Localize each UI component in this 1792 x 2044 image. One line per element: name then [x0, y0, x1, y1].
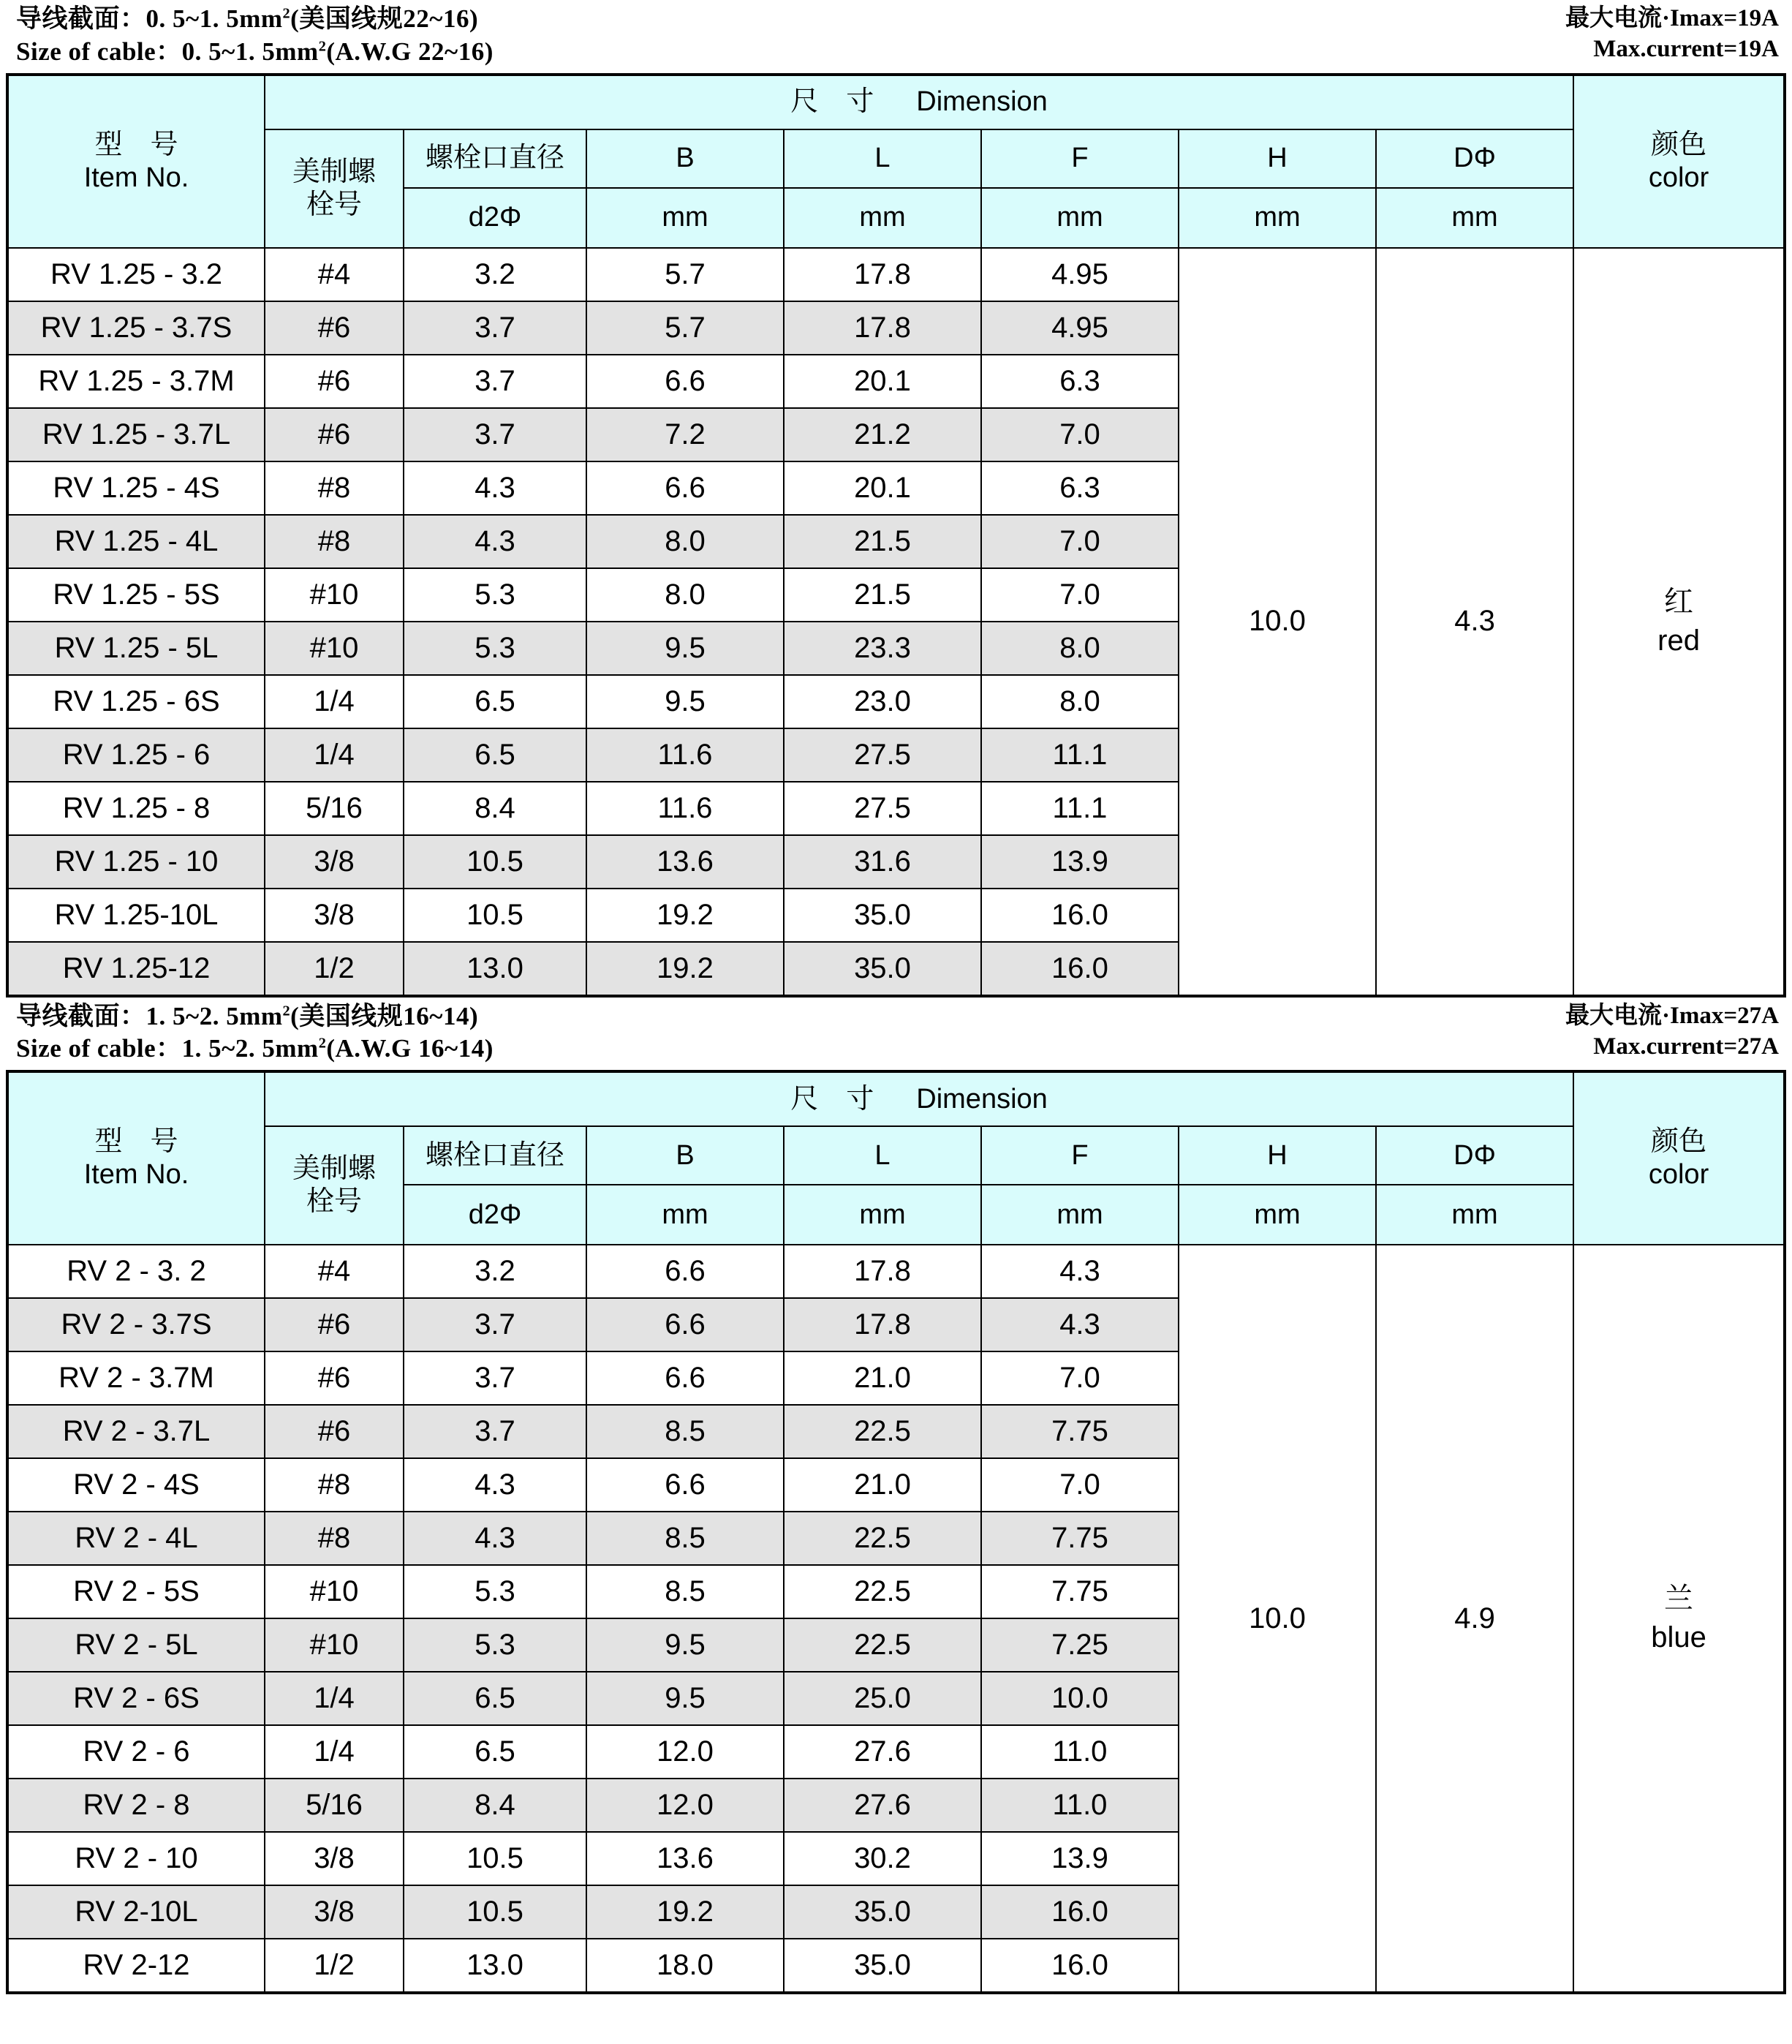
header-col-f-1: F — [981, 129, 1179, 188]
cell-d2phi: 4.3 — [404, 1458, 586, 1512]
cell-bolt-no: 1/4 — [265, 1672, 404, 1725]
cell-d2phi: 6.5 — [404, 675, 586, 728]
header-col-h-2: H — [1179, 1126, 1376, 1185]
cell-d2phi: 8.4 — [404, 782, 586, 835]
header-dimension-en-1: Dimension — [916, 86, 1048, 118]
cell-bolt-no: 1/4 — [265, 675, 404, 728]
cell-bolt-no: #6 — [265, 1351, 404, 1405]
cell-b: 8.5 — [586, 1405, 784, 1458]
cell-d2phi: 5.3 — [404, 1565, 586, 1618]
cell-color-en: blue — [1651, 1621, 1706, 1654]
cable-size-cn-1 — [16, 3, 494, 36]
cell-bolt-no: #8 — [265, 461, 404, 515]
header-color-en-1: color — [1648, 162, 1709, 193]
cable-size-en-suffix-1: (A.W.G 22~16) — [326, 37, 494, 66]
cell-l: 17.8 — [784, 1298, 981, 1351]
cell-b: 13.6 — [586, 835, 784, 889]
header-col-b-1: B — [586, 129, 784, 188]
cable-size-en-1 — [16, 36, 494, 69]
cell-item-no: RV 2 - 3. 2 — [7, 1245, 265, 1298]
header-unit-l-2: mm — [784, 1185, 981, 1245]
cell-f: 13.9 — [981, 835, 1179, 889]
cell-d2phi: 3.7 — [404, 301, 586, 355]
cell-l: 31.6 — [784, 835, 981, 889]
header-col-d-2: DΦ — [1376, 1126, 1573, 1185]
header-bolt-no-line1-1: 美制螺 — [292, 156, 376, 187]
cell-l: 21.5 — [784, 568, 981, 622]
cable-size-en-sup-2: 2 — [318, 1035, 327, 1052]
table-body-blue — [7, 1245, 1785, 1993]
cell-f: 6.3 — [981, 355, 1179, 408]
cell-bolt-no: #8 — [265, 515, 404, 568]
header-d2phi-2: d2Φ — [404, 1185, 586, 1245]
cell-item-no: RV 2 - 5L — [7, 1618, 265, 1672]
cell-b: 18.0 — [586, 1939, 784, 1993]
cell-b: 6.6 — [586, 1245, 784, 1298]
cell-b: 6.6 — [586, 1351, 784, 1405]
cell-item-no: RV 1.25 - 5L — [7, 622, 265, 675]
header-unit-d-1: mm — [1376, 188, 1573, 248]
cell-f: 16.0 — [981, 1885, 1179, 1939]
cell-l: 22.5 — [784, 1512, 981, 1565]
cell-item-no: RV 2 - 3.7S — [7, 1298, 265, 1351]
max-current-caption-1 — [1565, 3, 1779, 64]
cell-d2phi: 10.5 — [404, 889, 586, 942]
cell-f: 4.3 — [981, 1245, 1179, 1298]
cell-item-no: RV 2 - 8 — [7, 1779, 265, 1832]
cell-bolt-no: 3/8 — [265, 1885, 404, 1939]
cell-l: 20.1 — [784, 355, 981, 408]
table-row — [7, 248, 1785, 301]
cell-f: 16.0 — [981, 1939, 1179, 1993]
header-col-h-1: H — [1179, 129, 1376, 188]
cell-item-no: RV 2 - 4S — [7, 1458, 265, 1512]
cell-item-no: RV 2 - 3.7M — [7, 1351, 265, 1405]
table-header-red — [7, 75, 1785, 248]
cell-b: 19.2 — [586, 889, 784, 942]
cell-b: 9.5 — [586, 1672, 784, 1725]
cell-b: 8.0 — [586, 568, 784, 622]
cell-bolt-no: #10 — [265, 622, 404, 675]
cell-b: 11.6 — [586, 782, 784, 835]
header-bolt-no-line2-1: 栓号 — [306, 189, 362, 220]
cell-f: 11.1 — [981, 782, 1179, 835]
cell-l: 21.2 — [784, 408, 981, 461]
cell-color-en: red — [1657, 624, 1700, 657]
max-current-caption-2 — [1565, 1000, 1779, 1062]
table-header-blue — [7, 1071, 1785, 1245]
cell-d2phi: 3.2 — [404, 248, 586, 301]
cell-l: 27.6 — [784, 1779, 981, 1832]
cell-h-merged: 10.0 — [1179, 1245, 1376, 1993]
header-bolt-diameter-1: 螺栓口直径 — [404, 129, 586, 188]
cell-d2phi: 10.5 — [404, 835, 586, 889]
cell-f: 13.9 — [981, 1832, 1179, 1885]
cell-f: 11.0 — [981, 1725, 1179, 1779]
cell-b: 19.2 — [586, 1885, 784, 1939]
cable-size-cn-sup-1: 2 — [282, 5, 291, 22]
cell-f: 7.0 — [981, 515, 1179, 568]
caption-band-section-2 — [6, 998, 1786, 1071]
cable-size-en-sup-1: 2 — [318, 38, 327, 55]
cell-f: 7.75 — [981, 1565, 1179, 1618]
cable-size-en-text-1: Size of cable：0. 5~1. 5mm — [16, 37, 319, 66]
cell-d2phi: 3.7 — [404, 408, 586, 461]
header-item-no-cn-1: 型 号 — [94, 129, 178, 160]
cell-b: 6.6 — [586, 461, 784, 515]
cell-l: 23.0 — [784, 675, 981, 728]
cell-item-no: RV 1.25 - 8 — [7, 782, 265, 835]
caption-band-section-1 — [6, 0, 1786, 73]
cell-item-no: RV 2 - 6 — [7, 1725, 265, 1779]
cable-size-en-suffix-2: (A.W.G 16~14) — [326, 1034, 494, 1063]
cell-b: 8.5 — [586, 1512, 784, 1565]
cell-bolt-no: 3/8 — [265, 889, 404, 942]
cell-f: 16.0 — [981, 942, 1179, 996]
header-unit-b-1: mm — [586, 188, 784, 248]
cell-item-no: RV 1.25 - 4S — [7, 461, 265, 515]
cell-bolt-no: #8 — [265, 1458, 404, 1512]
header-col-f-2: F — [981, 1126, 1179, 1185]
table-body-red — [7, 248, 1785, 996]
cell-l: 27.6 — [784, 1725, 981, 1779]
cell-bolt-no: #10 — [265, 1565, 404, 1618]
cell-item-no: RV 1.25 - 4L — [7, 515, 265, 568]
header-color-cn-2: 颜色 — [1651, 1126, 1707, 1158]
cell-bolt-no: 1/2 — [265, 1939, 404, 1993]
cell-d2phi: 5.3 — [404, 622, 586, 675]
cell-f: 4.95 — [981, 301, 1179, 355]
cell-item-no: RV 1.25 - 3.7L — [7, 408, 265, 461]
cable-size-cn-suffix-2: (美国线规16~14) — [290, 1001, 479, 1030]
header-color-cn-1: 颜色 — [1651, 129, 1707, 160]
cable-size-caption-2 — [16, 1000, 494, 1066]
cell-bolt-no: 5/16 — [265, 782, 404, 835]
cell-b: 12.0 — [586, 1725, 784, 1779]
header-dimension-cn-2: 尺 寸 — [790, 1083, 874, 1115]
cell-f: 7.0 — [981, 408, 1179, 461]
cell-f: 7.25 — [981, 1618, 1179, 1672]
cell-l: 17.8 — [784, 1245, 981, 1298]
spec-table-blue — [6, 1070, 1786, 1994]
cell-bolt-no: 5/16 — [265, 1779, 404, 1832]
cell-bolt-no: #10 — [265, 1618, 404, 1672]
cell-bolt-no: #8 — [265, 1512, 404, 1565]
header-col-d-1: DΦ — [1376, 129, 1573, 188]
max-current-cn-2: 最大电流·Imax=27A — [1565, 1002, 1779, 1029]
table-row — [7, 1245, 1785, 1298]
cable-size-cn-text-2: 导线截面：1. 5~2. 5mm — [16, 1001, 283, 1030]
cell-d2phi: 10.5 — [404, 1885, 586, 1939]
header-item-no-1 — [7, 75, 265, 248]
cell-f: 7.0 — [981, 1458, 1179, 1512]
header-dimension-group-2 — [265, 1071, 1573, 1126]
header-unit-f-2: mm — [981, 1185, 1179, 1245]
header-unit-b-2: mm — [586, 1185, 784, 1245]
cell-bolt-no: #10 — [265, 568, 404, 622]
cell-item-no: RV 2 - 6S — [7, 1672, 265, 1725]
header-item-no-2 — [7, 1071, 265, 1245]
cell-d2phi: 4.3 — [404, 461, 586, 515]
cell-item-no: RV 1.25 - 6 — [7, 728, 265, 782]
cell-color-cn: 红 — [1664, 585, 1694, 618]
cable-size-cn-text-1: 导线截面：0. 5~1. 5mm — [16, 4, 283, 33]
cell-bolt-no: #6 — [265, 1405, 404, 1458]
cell-l: 17.8 — [784, 301, 981, 355]
cell-b: 7.2 — [586, 408, 784, 461]
header-bolt-diameter-2: 螺栓口直径 — [404, 1126, 586, 1185]
cell-item-no: RV 1.25 - 3.7M — [7, 355, 265, 408]
cell-f: 8.0 — [981, 675, 1179, 728]
cell-item-no: RV 2 - 4L — [7, 1512, 265, 1565]
cell-l: 22.5 — [784, 1618, 981, 1672]
cell-bolt-no: #6 — [265, 301, 404, 355]
cell-h-merged: 10.0 — [1179, 248, 1376, 996]
cell-f: 16.0 — [981, 889, 1179, 942]
cell-color-merged — [1573, 1245, 1785, 1993]
header-bolt-no-line2-2: 栓号 — [306, 1186, 362, 1218]
cell-d2phi: 6.5 — [404, 728, 586, 782]
cell-bolt-no: 3/8 — [265, 835, 404, 889]
header-color-1 — [1573, 75, 1785, 248]
spec-table-red — [6, 73, 1786, 998]
cell-d2phi: 13.0 — [404, 1939, 586, 1993]
cable-size-en-text-2: Size of cable：1. 5~2. 5mm — [16, 1034, 319, 1063]
cell-d2phi: 10.5 — [404, 1832, 586, 1885]
cell-l: 35.0 — [784, 1939, 981, 1993]
header-d2phi-1: d2Φ — [404, 188, 586, 248]
cell-f: 7.0 — [981, 568, 1179, 622]
cell-b: 11.6 — [586, 728, 784, 782]
cell-l: 35.0 — [784, 942, 981, 996]
header-col-l-1: L — [784, 129, 981, 188]
cell-b: 6.6 — [586, 355, 784, 408]
cell-b: 8.5 — [586, 1565, 784, 1618]
cell-bolt-no: 1/2 — [265, 942, 404, 996]
cell-bolt-no: #4 — [265, 1245, 404, 1298]
header-dimension-group-1 — [265, 75, 1573, 129]
cell-l: 25.0 — [784, 1672, 981, 1725]
header-item-no-en-1: Item No. — [83, 162, 189, 193]
cell-item-no: RV 2-10L — [7, 1885, 265, 1939]
cell-b: 9.5 — [586, 1618, 784, 1672]
cell-f: 6.3 — [981, 461, 1179, 515]
cell-color-merged — [1573, 248, 1785, 996]
cell-l: 22.5 — [784, 1405, 981, 1458]
cell-item-no: RV 1.25 - 3.2 — [7, 248, 265, 301]
cell-item-no: RV 1.25 - 5S — [7, 568, 265, 622]
header-item-no-en-2: Item No. — [83, 1159, 189, 1191]
cell-d2phi: 8.4 — [404, 1779, 586, 1832]
cell-f: 7.75 — [981, 1405, 1179, 1458]
cell-b: 6.6 — [586, 1458, 784, 1512]
cell-l: 22.5 — [784, 1565, 981, 1618]
cell-d2phi: 3.2 — [404, 1245, 586, 1298]
cell-item-no: RV 1.25 - 10 — [7, 835, 265, 889]
cell-item-no: RV 1.25-12 — [7, 942, 265, 996]
cell-l: 21.0 — [784, 1351, 981, 1405]
cell-d2phi: 6.5 — [404, 1672, 586, 1725]
header-item-no-cn-2: 型 号 — [94, 1126, 178, 1158]
cell-l: 23.3 — [784, 622, 981, 675]
cell-bolt-no: 1/4 — [265, 728, 404, 782]
header-color-en-2: color — [1648, 1159, 1709, 1191]
max-current-en-2: Max.current=27A — [1593, 1033, 1779, 1060]
cell-bolt-no: #6 — [265, 1298, 404, 1351]
cell-l: 27.5 — [784, 782, 981, 835]
cell-f: 7.75 — [981, 1512, 1179, 1565]
cell-l: 20.1 — [784, 461, 981, 515]
cell-d2phi: 4.3 — [404, 1512, 586, 1565]
cell-dphi-merged: 4.9 — [1376, 1245, 1573, 1993]
cell-d2phi: 6.5 — [404, 1725, 586, 1779]
cell-d2phi: 3.7 — [404, 1351, 586, 1405]
cell-l: 27.5 — [784, 728, 981, 782]
cell-l: 35.0 — [784, 1885, 981, 1939]
cell-b: 12.0 — [586, 1779, 784, 1832]
cell-f: 7.0 — [981, 1351, 1179, 1405]
header-color-2 — [1573, 1071, 1785, 1245]
cell-d2phi: 3.7 — [404, 1298, 586, 1351]
cell-item-no: RV 1.25 - 3.7S — [7, 301, 265, 355]
max-current-en-1: Max.current=19A — [1593, 36, 1779, 63]
cable-size-en-2 — [16, 1033, 494, 1066]
cell-l: 30.2 — [784, 1832, 981, 1885]
cell-bolt-no: 1/4 — [265, 1725, 404, 1779]
cell-d2phi: 5.3 — [404, 1618, 586, 1672]
cell-f: 4.95 — [981, 248, 1179, 301]
cell-d2phi: 3.7 — [404, 355, 586, 408]
cell-b: 9.5 — [586, 675, 784, 728]
cell-bolt-no: #6 — [265, 355, 404, 408]
header-bolt-no-1 — [265, 129, 404, 248]
cell-b: 9.5 — [586, 622, 784, 675]
cell-color-cn: 兰 — [1664, 1583, 1694, 1615]
cell-d2phi: 13.0 — [404, 942, 586, 996]
cell-bolt-no: #6 — [265, 408, 404, 461]
header-unit-f-1: mm — [981, 188, 1179, 248]
cell-item-no: RV 2 - 10 — [7, 1832, 265, 1885]
cell-b: 13.6 — [586, 1832, 784, 1885]
cell-item-no: RV 2-12 — [7, 1939, 265, 1993]
header-bolt-no-2 — [265, 1126, 404, 1245]
cell-item-no: RV 1.25-10L — [7, 889, 265, 942]
cell-bolt-no: #4 — [265, 248, 404, 301]
header-unit-h-2: mm — [1179, 1185, 1376, 1245]
cell-d2phi: 5.3 — [404, 568, 586, 622]
cell-l: 21.0 — [784, 1458, 981, 1512]
header-unit-d-2: mm — [1376, 1185, 1573, 1245]
cell-l: 17.8 — [784, 248, 981, 301]
cell-d2phi: 4.3 — [404, 515, 586, 568]
header-dimension-en-2: Dimension — [916, 1083, 1048, 1115]
cell-f: 4.3 — [981, 1298, 1179, 1351]
cell-b: 6.6 — [586, 1298, 784, 1351]
header-unit-l-1: mm — [784, 188, 981, 248]
cell-b: 5.7 — [586, 301, 784, 355]
cell-f: 8.0 — [981, 622, 1179, 675]
cell-l: 21.5 — [784, 515, 981, 568]
cable-size-cn-sup-2: 2 — [282, 1002, 291, 1019]
cell-b: 5.7 — [586, 248, 784, 301]
cell-bolt-no: 3/8 — [265, 1832, 404, 1885]
cell-f: 11.0 — [981, 1779, 1179, 1832]
header-col-l-2: L — [784, 1126, 981, 1185]
cable-size-cn-2 — [16, 1000, 494, 1033]
cell-b: 8.0 — [586, 515, 784, 568]
cell-item-no: RV 1.25 - 6S — [7, 675, 265, 728]
cable-size-cn-suffix-1: (美国线规22~16) — [290, 4, 479, 33]
max-current-cn-1: 最大电流·Imax=19A — [1565, 5, 1779, 31]
cell-f: 11.1 — [981, 728, 1179, 782]
header-unit-h-1: mm — [1179, 188, 1376, 248]
header-bolt-no-line1-2: 美制螺 — [292, 1153, 376, 1185]
header-dimension-cn-1: 尺 寸 — [790, 86, 874, 118]
cell-f: 10.0 — [981, 1672, 1179, 1725]
cell-l: 35.0 — [784, 889, 981, 942]
cell-d2phi: 3.7 — [404, 1405, 586, 1458]
header-col-b-2: B — [586, 1126, 784, 1185]
cell-dphi-merged: 4.3 — [1376, 248, 1573, 996]
cell-item-no: RV 2 - 3.7L — [7, 1405, 265, 1458]
cable-size-caption-1 — [16, 3, 494, 69]
cell-item-no: RV 2 - 5S — [7, 1565, 265, 1618]
cell-b: 19.2 — [586, 942, 784, 996]
